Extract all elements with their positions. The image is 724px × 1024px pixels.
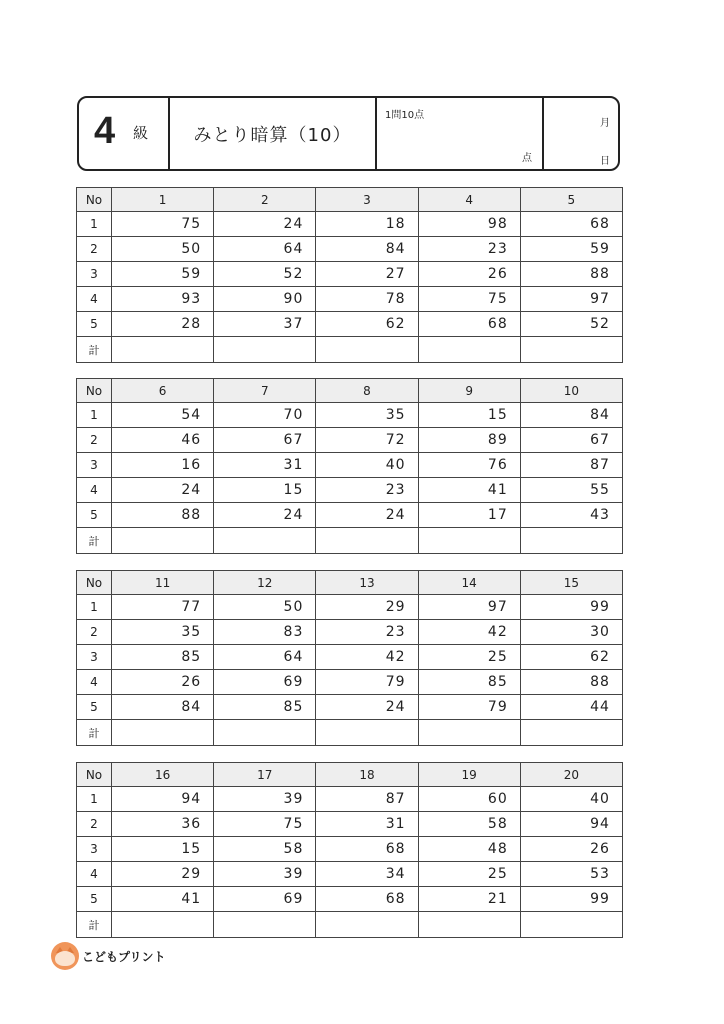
number-cell: 68: [316, 887, 418, 912]
problem-table-1: [76, 187, 623, 363]
answer-cell[interactable]: [214, 912, 316, 938]
answer-cell[interactable]: [316, 720, 418, 746]
number-cell: 98: [418, 212, 520, 237]
grade-cell: [79, 98, 170, 169]
number-cell: 64: [214, 645, 316, 670]
number-cell: 31: [316, 812, 418, 837]
number-cell: 88: [520, 670, 622, 695]
table-row: [77, 670, 623, 695]
total-label: 計: [77, 912, 112, 938]
number-cell: 41: [112, 887, 214, 912]
table-row: [77, 862, 623, 887]
number-cell: 37: [214, 312, 316, 337]
total-row: [77, 912, 623, 938]
score-cell[interactable]: [377, 98, 544, 169]
number-cell: 23: [418, 237, 520, 262]
problem-number-header: 20: [520, 763, 622, 787]
row-number: 3: [77, 837, 112, 862]
problem-number-header: 17: [214, 763, 316, 787]
table-row: [77, 595, 623, 620]
total-label: 計: [77, 337, 112, 363]
number-cell: 72: [316, 428, 418, 453]
problem-number-header: 4: [418, 188, 520, 212]
brand-name: こどもプリント: [82, 949, 166, 964]
table-row: [77, 262, 623, 287]
row-number: 1: [77, 403, 112, 428]
number-cell: 29: [316, 595, 418, 620]
number-cell: 62: [520, 645, 622, 670]
number-cell: 25: [418, 645, 520, 670]
row-number: 5: [77, 695, 112, 720]
number-cell: 46: [112, 428, 214, 453]
number-cell: 97: [520, 287, 622, 312]
problem-number-header: 16: [112, 763, 214, 787]
answer-cell[interactable]: [520, 912, 622, 938]
number-cell: 29: [112, 862, 214, 887]
table-row: [77, 887, 623, 912]
cat-face-icon: [51, 942, 79, 970]
row-number: 2: [77, 428, 112, 453]
table-row: [77, 787, 623, 812]
number-cell: 35: [316, 403, 418, 428]
problem-number-header: 6: [112, 379, 214, 403]
problem-table-2: [76, 378, 623, 554]
number-cell: 50: [112, 237, 214, 262]
number-cell: 68: [316, 837, 418, 862]
problem-number-header: 13: [316, 571, 418, 595]
row-number: 2: [77, 237, 112, 262]
number-cell: 62: [316, 312, 418, 337]
number-cell: 68: [418, 312, 520, 337]
number-cell: 24: [316, 503, 418, 528]
table-row: [77, 428, 623, 453]
number-cell: 99: [520, 595, 622, 620]
table-row: [77, 237, 623, 262]
no-header: No: [77, 188, 112, 212]
total-row: [77, 528, 623, 554]
answer-cell[interactable]: [418, 912, 520, 938]
total-label: 計: [77, 528, 112, 554]
number-cell: 54: [112, 403, 214, 428]
answer-cell[interactable]: [112, 912, 214, 938]
number-cell: 15: [214, 478, 316, 503]
table-row: [77, 837, 623, 862]
number-cell: 41: [418, 478, 520, 503]
day-label: 日: [600, 156, 610, 167]
number-cell: 31: [214, 453, 316, 478]
total-row: [77, 337, 623, 363]
row-number: 4: [77, 670, 112, 695]
number-cell: 15: [112, 837, 214, 862]
number-cell: 83: [214, 620, 316, 645]
answer-cell[interactable]: [316, 528, 418, 554]
number-cell: 77: [112, 595, 214, 620]
number-cell: 60: [418, 787, 520, 812]
table-row: [77, 620, 623, 645]
number-cell: 94: [112, 787, 214, 812]
grade-number: 4: [94, 110, 116, 152]
table-header-row: [77, 188, 623, 212]
number-cell: 75: [418, 287, 520, 312]
table-header-row: [77, 379, 623, 403]
number-cell: 79: [418, 695, 520, 720]
number-cell: 48: [418, 837, 520, 862]
answer-cell[interactable]: [112, 337, 214, 363]
number-cell: 15: [418, 403, 520, 428]
row-number: 2: [77, 620, 112, 645]
answer-cell[interactable]: [316, 912, 418, 938]
number-cell: 88: [520, 262, 622, 287]
number-cell: 23: [316, 620, 418, 645]
number-cell: 85: [214, 695, 316, 720]
number-cell: 78: [316, 287, 418, 312]
grade-unit: 級: [133, 124, 149, 142]
number-cell: 24: [214, 212, 316, 237]
table-row: [77, 212, 623, 237]
row-number: 4: [77, 287, 112, 312]
problem-table-3: [76, 570, 623, 746]
number-cell: 76: [418, 453, 520, 478]
problem-number-header: 10: [520, 379, 622, 403]
number-cell: 17: [418, 503, 520, 528]
problem-number-header: 8: [316, 379, 418, 403]
number-cell: 35: [112, 620, 214, 645]
number-cell: 24: [214, 503, 316, 528]
problem-number-header: 3: [316, 188, 418, 212]
number-cell: 39: [214, 862, 316, 887]
row-number: 1: [77, 787, 112, 812]
number-cell: 26: [112, 670, 214, 695]
number-cell: 18: [316, 212, 418, 237]
answer-cell[interactable]: [418, 720, 520, 746]
number-cell: 23: [316, 478, 418, 503]
points-per-question: 1問10点: [385, 110, 425, 121]
number-cell: 21: [418, 887, 520, 912]
answer-cell[interactable]: [520, 528, 622, 554]
number-cell: 89: [418, 428, 520, 453]
no-header: No: [77, 571, 112, 595]
number-cell: 50: [214, 595, 316, 620]
number-cell: 64: [214, 237, 316, 262]
answer-cell[interactable]: [520, 337, 622, 363]
number-cell: 40: [316, 453, 418, 478]
problem-number-header: 1: [112, 188, 214, 212]
row-number: 5: [77, 312, 112, 337]
table-header-row: [77, 571, 623, 595]
number-cell: 27: [316, 262, 418, 287]
number-cell: 24: [112, 478, 214, 503]
number-cell: 68: [520, 212, 622, 237]
number-cell: 58: [418, 812, 520, 837]
date-cell[interactable]: [544, 98, 618, 169]
table-row: [77, 312, 623, 337]
number-cell: 34: [316, 862, 418, 887]
problem-number-header: 7: [214, 379, 316, 403]
number-cell: 16: [112, 453, 214, 478]
table-row: [77, 695, 623, 720]
table-row: [77, 645, 623, 670]
month-label: 月: [600, 118, 610, 129]
answer-cell[interactable]: [214, 337, 316, 363]
answer-cell[interactable]: [418, 528, 520, 554]
table-row: [77, 812, 623, 837]
number-cell: 42: [418, 620, 520, 645]
number-cell: 36: [112, 812, 214, 837]
number-cell: 87: [316, 787, 418, 812]
problem-number-header: 18: [316, 763, 418, 787]
number-cell: 67: [214, 428, 316, 453]
worksheet-title: みとり暗算（10）: [170, 98, 377, 169]
row-number: 3: [77, 453, 112, 478]
row-number: 5: [77, 887, 112, 912]
number-cell: 39: [214, 787, 316, 812]
problem-number-header: 9: [418, 379, 520, 403]
number-cell: 52: [214, 262, 316, 287]
table-header-row: [77, 763, 623, 787]
number-cell: 55: [520, 478, 622, 503]
row-number: 1: [77, 595, 112, 620]
no-header: No: [77, 379, 112, 403]
number-cell: 67: [520, 428, 622, 453]
no-header: No: [77, 763, 112, 787]
answer-cell[interactable]: [112, 528, 214, 554]
score-unit: 点: [522, 153, 532, 164]
table-row: [77, 453, 623, 478]
row-number: 1: [77, 212, 112, 237]
problem-number-header: 15: [520, 571, 622, 595]
answer-cell[interactable]: [418, 337, 520, 363]
number-cell: 79: [316, 670, 418, 695]
number-cell: 75: [214, 812, 316, 837]
problem-number-header: 5: [520, 188, 622, 212]
row-number: 5: [77, 503, 112, 528]
row-number: 2: [77, 812, 112, 837]
number-cell: 30: [520, 620, 622, 645]
number-cell: 99: [520, 887, 622, 912]
number-cell: 44: [520, 695, 622, 720]
number-cell: 24: [316, 695, 418, 720]
row-number: 4: [77, 862, 112, 887]
answer-cell[interactable]: [214, 720, 316, 746]
total-label: 計: [77, 720, 112, 746]
answer-cell[interactable]: [316, 337, 418, 363]
answer-cell[interactable]: [520, 720, 622, 746]
brand-logo: [51, 942, 166, 970]
number-cell: 85: [418, 670, 520, 695]
number-cell: 84: [112, 695, 214, 720]
number-cell: 94: [520, 812, 622, 837]
number-cell: 88: [112, 503, 214, 528]
number-cell: 70: [214, 403, 316, 428]
number-cell: 52: [520, 312, 622, 337]
number-cell: 26: [520, 837, 622, 862]
problem-number-header: 19: [418, 763, 520, 787]
number-cell: 84: [520, 403, 622, 428]
row-number: 4: [77, 478, 112, 503]
table-row: [77, 503, 623, 528]
row-number: 3: [77, 262, 112, 287]
problem-table-4: [76, 762, 623, 938]
number-cell: 53: [520, 862, 622, 887]
number-cell: 43: [520, 503, 622, 528]
answer-cell[interactable]: [112, 720, 214, 746]
number-cell: 26: [418, 262, 520, 287]
number-cell: 59: [112, 262, 214, 287]
number-cell: 93: [112, 287, 214, 312]
number-cell: 58: [214, 837, 316, 862]
table-row: [77, 287, 623, 312]
number-cell: 90: [214, 287, 316, 312]
number-cell: 42: [316, 645, 418, 670]
answer-cell[interactable]: [214, 528, 316, 554]
total-row: [77, 720, 623, 746]
row-number: 3: [77, 645, 112, 670]
number-cell: 69: [214, 887, 316, 912]
problem-number-header: 11: [112, 571, 214, 595]
table-row: [77, 478, 623, 503]
number-cell: 85: [112, 645, 214, 670]
problem-number-header: 2: [214, 188, 316, 212]
number-cell: 28: [112, 312, 214, 337]
number-cell: 25: [418, 862, 520, 887]
number-cell: 75: [112, 212, 214, 237]
number-cell: 69: [214, 670, 316, 695]
number-cell: 40: [520, 787, 622, 812]
number-cell: 97: [418, 595, 520, 620]
table-row: [77, 403, 623, 428]
number-cell: 84: [316, 237, 418, 262]
problem-number-header: 14: [418, 571, 520, 595]
problem-number-header: 12: [214, 571, 316, 595]
worksheet-header: [77, 96, 620, 171]
number-cell: 87: [520, 453, 622, 478]
number-cell: 59: [520, 237, 622, 262]
